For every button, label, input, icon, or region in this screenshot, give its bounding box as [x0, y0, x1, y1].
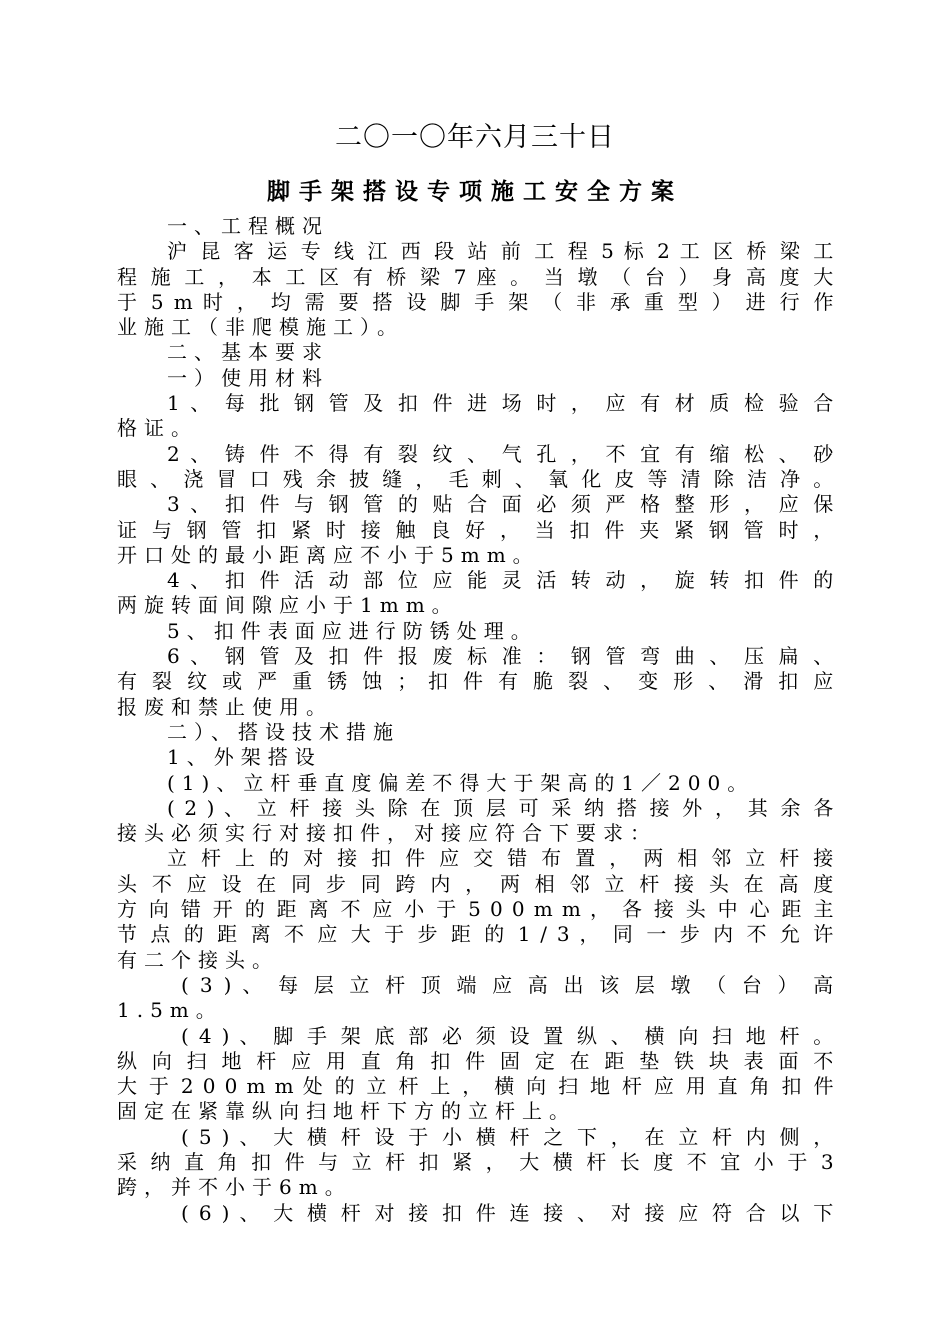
- text-line: 大 于 2 0 0 m m 处 的 立 杆 上 ， 横 向 扫 地 杆 应 用 直 角 扣 件: [117, 1074, 834, 1099]
- text-line: 接头必须实行对接扣件，对接应符合下要求：: [117, 821, 657, 846]
- text-line: ( 2 ) 、 立 杆 接 头 除 在 顶 层 可 采 纳 搭 接 外 ， 其 余 各: [167, 795, 834, 820]
- text-line: 固定在紧靠纵向扫地杆下方的立杆上。: [117, 1099, 576, 1124]
- text-line: 开口处的最小距离应不小于5mm。: [117, 542, 540, 567]
- text-line: 头 不 应 设 在 同 步 同 跨 内 ， 两 相 邻 立 杆 接 头 在 高 度: [117, 871, 834, 896]
- text-line: 立 杆 上 的 对 接 扣 件 应 交 错 布 置 ， 两 相 邻 立 杆 接: [167, 846, 834, 871]
- text-line: 1、外架搭设: [167, 745, 322, 770]
- document-title: 脚手架搭设专项施工安全方案: [267, 179, 683, 205]
- text-line: 1 、 每 批 钢 管 及 扣 件 进 场 时 ， 应 有 材 质 检 验 合: [167, 391, 834, 416]
- text-line: 方 向 错 开 的 距 离 不 应 小 于 5 0 0 m m ， 各 接 头 中 心 距 主: [117, 897, 834, 922]
- text-line: 采 纳 直 角 扣 件 与 立 杆 扣 紧 ， 大 横 杆 长 度 不 宜 小 于 3: [117, 1149, 834, 1174]
- text-line: 于 5 m 时 ， 均 需 要 搭 设 脚 手 架 （ 非 承 重 型 ） 进 行 作: [117, 289, 834, 314]
- text-line: 跨，并不小于6m。: [117, 1175, 352, 1200]
- text-line: 眼 、 浇 冒 口 残 余 披 缝 ， 毛 刺 、 氧 化 皮 等 清 除 洁 净 。: [117, 466, 834, 491]
- text-line: 一、工程概况: [167, 214, 329, 238]
- text-line: 有 裂 纹 或 严 重 锈 蚀 ； 扣 件 有 脆 裂 、 变 形 、 滑 扣 应: [117, 669, 834, 694]
- text-line: 有二个接头。: [117, 947, 279, 972]
- text-line: 纵 向 扫 地 杆 应 用 直 角 扣 件 固 定 在 距 垫 铁 块 表 面 不: [117, 1048, 834, 1073]
- text-line: 二）、搭设技术措施: [167, 719, 400, 744]
- text-line: 4 、 扣 件 活 动 部 位 应 能 灵 活 转 动 ， 旋 转 扣 件 的: [167, 568, 834, 593]
- text-line: ( 4 ) 、 脚 手 架 底 部 必 须 设 置 纵 、 横 向 扫 地 杆 。: [181, 1023, 834, 1048]
- text-line: ( 3 ) 、 每 层 立 杆 顶 端 应 高 出 该 层 墩 （ 台 ） 高: [181, 972, 834, 997]
- text-line: ( 6 ) 、 大 横 杆 对 接 扣 件 连 接 、 对 接 应 符 合 以 下: [181, 1200, 834, 1225]
- document-body: [117, 214, 833, 1226]
- text-line: 一）使用材料: [167, 365, 329, 390]
- text-line: 3 、 扣 件 与 钢 管 的 贴 合 面 必 须 严 格 整 形 ， 应 保: [167, 492, 834, 517]
- text-line: 报废和禁止使用。: [117, 694, 333, 719]
- text-line: 2 、 铸 件 不 得 有 裂 纹 、 气 孔 ， 不 宜 有 缩 松 、 砂: [167, 441, 834, 466]
- text-line: 证 与 钢 管 扣 紧 时 接 触 良 好 ， 当 扣 件 夹 紧 钢 管 时 ，: [117, 517, 834, 542]
- text-line: 6 、 钢 管 及 扣 件 报 废 标 准 ： 钢 管 弯 曲 、 压 扁 、: [167, 644, 834, 669]
- document-date: 二〇一〇年六月三十日: [335, 122, 615, 153]
- text-line: (1)、立杆垂直度偏差不得大于架高的1／200。: [167, 770, 755, 795]
- text-line: 业施工（非爬模施工）。: [117, 315, 404, 340]
- text-line: ( 5 ) 、 大 横 杆 设 于 小 横 杆 之 下 ， 在 立 杆 内 侧 ，: [181, 1124, 834, 1149]
- text-line: 节 点 的 距 离 不 应 大 于 步 距 的 1 / 3 ， 同 一 步 内 不 允 许: [117, 922, 834, 947]
- text-line: 二、基本要求: [167, 340, 329, 365]
- text-line: 沪 昆 客 运 专 线 江 西 段 站 前 工 程 5 标 2 工 区 桥 梁 工: [167, 239, 834, 264]
- text-line: 程 施 工 ， 本 工 区 有 桥 梁 7 座 。 当 墩 （ 台 ） 身 高 度 大: [117, 264, 834, 289]
- text-line: 两旋转面间隙应小于1mm。: [117, 593, 459, 618]
- text-line: 5、扣件表面应进行防锈处理。: [167, 618, 538, 643]
- text-line: 1.5m。: [117, 998, 223, 1023]
- text-line: 格证。: [117, 416, 198, 441]
